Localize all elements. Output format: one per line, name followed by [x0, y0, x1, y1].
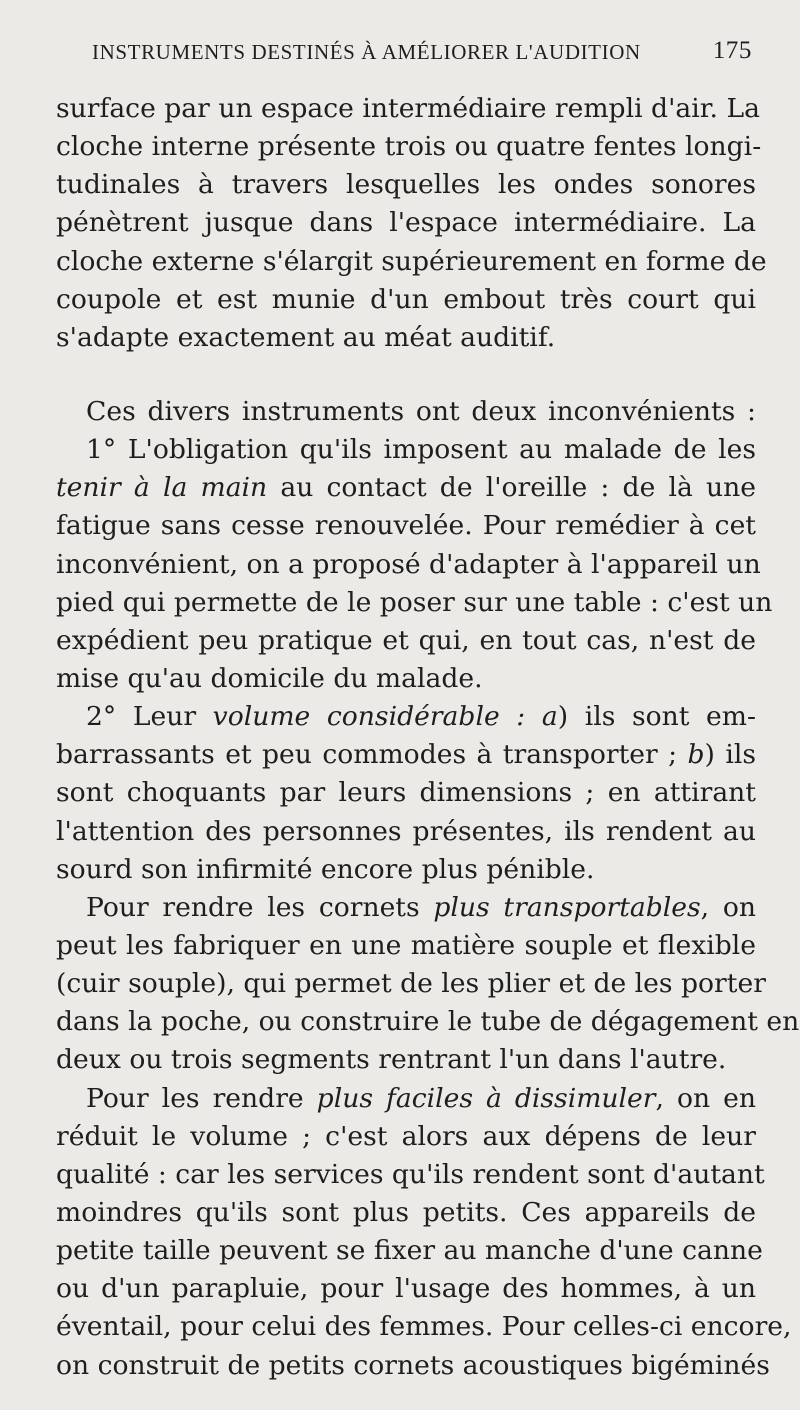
text-line: 1° L'obligation qu'ils imposent au malade de les: [86, 434, 756, 466]
text-segment: au contact de l'oreille : de là une: [267, 472, 756, 504]
text-segment: barrassants et peu commodes à transporter ;: [56, 739, 688, 771]
text-line: moindres qu'ils sont plus petits. Ces appareils de: [56, 1196, 756, 1228]
text-line: l'attention des personnes présentes, ils rendent au: [56, 815, 756, 847]
text-line: fatigue sans cesse renouvelée. Pour remédier à cet: [56, 510, 756, 542]
text-line: [56, 889, 756, 927]
text-line: petite taille peuvent se fixer au manche d'une canne: [56, 1235, 763, 1267]
paragraph-gap: [56, 357, 756, 393]
text-segment: , on: [700, 891, 757, 923]
text-line: réduit le volume ; c'est alors aux dépens de leur: [56, 1120, 756, 1152]
text-line: [56, 469, 756, 507]
text-line: on construit de petits cornets acoustiques bigéminés: [56, 1349, 770, 1381]
page-number: 175: [712, 37, 752, 64]
text-segment: 2° Leur: [86, 701, 213, 733]
text-line: ou d'un parapluie, pour l'usage des hommes, à un: [56, 1273, 756, 1305]
italic-phrase: plus faciles à dissimuler: [316, 1082, 656, 1114]
text-segment: ) ils sont em-: [557, 701, 756, 733]
running-title: INSTRUMENTS DESTINÉS À AMÉLIORER L'AUDITION: [92, 40, 641, 64]
text-line: qualité : car les services qu'ils rendent sont d'autant: [56, 1158, 765, 1190]
text-line: Ces divers instruments ont deux inconvénients :: [86, 395, 756, 427]
text-segment: Pour rendre les cornets: [86, 891, 434, 923]
body-text: [56, 90, 800, 1385]
text-line: cloche externe s'élargit supérieurement en forme de: [56, 245, 767, 277]
text-segment: ) ils: [704, 739, 756, 771]
text-line: inconvénient, on a proposé d'adapter à l'appareil un: [56, 548, 761, 580]
text-line: [56, 736, 756, 774]
italic-phrase: tenir à la main: [56, 472, 268, 504]
italic-phrase: b: [687, 739, 705, 771]
text-segment: , on en: [655, 1082, 756, 1114]
text-line: pied qui permette de le poser sur une table : c'est un: [56, 586, 773, 618]
text-line: sont choquants par leurs dimensions ; en attirant: [56, 777, 756, 809]
text-line: coupole et est munie d'un embout très court qui: [56, 283, 756, 315]
text-line: dans la poche, ou construire le tube de dégagement en: [56, 1006, 800, 1038]
text-line: cloche interne présente trois ou quatre fentes longi-: [56, 131, 762, 163]
text-line: mise qu'au domicile du malade.: [56, 662, 483, 694]
italic-phrase: volume considérable : a: [212, 701, 558, 733]
text-line: deux ou trois segments rentrant l'un dans l'autre.: [56, 1044, 727, 1076]
text-line: [56, 698, 756, 736]
text-line: peut les fabriquer en une matière souple et flexible: [56, 929, 756, 961]
text-line: tudinales à travers lesquelles les ondes sonores: [56, 169, 756, 201]
text-line: expédient peu pratique et qui, en tout cas, n'est de: [56, 624, 756, 656]
text-line: pénètrent jusque dans l'espace intermédiaire. La: [56, 207, 756, 239]
italic-phrase: plus transportables: [433, 891, 701, 923]
text-line: surface par un espace intermédiaire rempli d'air. La: [56, 93, 760, 124]
text-line: (cuir souple), qui permet de les plier et de les porter: [56, 968, 766, 1000]
text-line: [56, 1080, 756, 1118]
text-segment: Pour les rendre: [86, 1082, 317, 1114]
text-line: sourd son infirmité encore plus pénible.: [56, 853, 595, 885]
text-line: s'adapte exactement au méat auditif.: [56, 321, 556, 353]
text-line: éventail, pour celui des femmes. Pour celles-ci encore,: [56, 1311, 792, 1343]
